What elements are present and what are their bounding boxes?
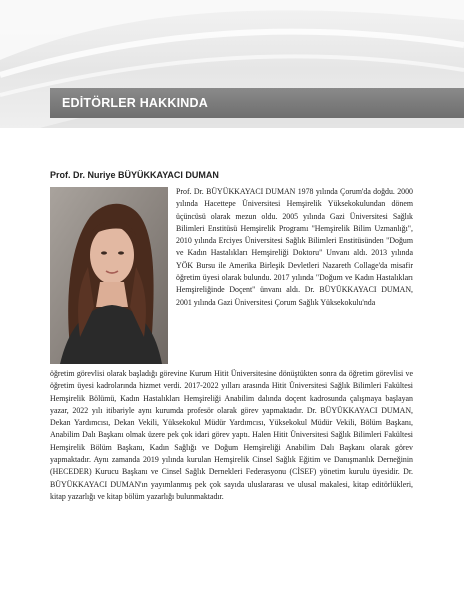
portrait-photo-icon: [50, 187, 168, 364]
bio-paragraph-top: [176, 186, 413, 309]
bio-text-bottom: öğretim görevlisi olarak başladığı görevine Kurum Hitit Üniversitesine dönüştükten sonra da öğretim görevlisi ve öğretim üyesi kadrolarında hizmet verdi. 2017-2022 yılları arasında Hitit Üniversitesi Sağlık Bilimleri Fakültesi Hemşirelik Bölümü, Kadın Hastalıkları Hemşireliği Anabilim dalında doçent kadrosunda çalışmaya başlayan yazar, 2022 yılı itibariyle aynı kurumda profesör olarak görev yapmaktadır. Dr. BÜYÜKKAYACI DUMAN, Dekan Yardımcısı, Dekan Vekili, Yüksekokul Müdür Yardımcısı, Yüksekokul Müdür Vekili, Bölüm Başkanı, Anabilim Dalı Başkanı olmak üzere pek çok idari görev yaptı. Halen Hitit Üniversitesi Sağlık Bilimleri Fakültesi Hemşirelik Bölüm Başkanı, Kadın Sağlığı ve Doğum Hemşireliği Anabilim Dalı Başkanı olarak görev yapmaktadır. Aynı zamanda 2019 yılında kurulan Hemşirelik Cinsel Sağlık Eğitim ve Danışmanlık Derneğinin (HECEDER) Kurucu Başkanı ve Cinsel Sağlık Dernekleri Federasyonu (CİSEF) yönetim kurulu üyesidir. Dr. BÜYÜKKAYACI DUMAN'ın yayımlanmış pek çok sayıda uluslararası ve ulusal makalesi, kitap editörlükleri, kitap yazarlığı ve kitap bölüm yazarlığı bulunmaktadır.: [50, 369, 413, 501]
bio-text-top: Prof. Dr. BÜYÜKKAYACI DUMAN 1978 yılında Çorum'da doğdu. 2000 yılında Hacettepe Üniversitesi Hemşirelik Yüksekokulundan dönem üçüncüsü olarak mezun oldu. 2005 yılında Gazi Üniversitesi Sağlık Bilimleri Enstitüsü Hemşirelik Programı "Hemşirelik Bilim Uzmanlığı", 2010 yılında Erciyes Üniversitesi Sağlık Bilimleri Enstitüsünden "Doğum ve Kadın Hastalıkları Hemşireliği Doktoru" Unvanı aldı. 2013 yılında YÖK Bursu ile Amerika Birleşik Devletleri Nazareth Collage'da misafir öğretim üyesi olarak bulundu. 2017 yılında "Doğum ve Kadın Hastalıkları Hemşireliğinde Doçent" ünvanı aldı. Dr. BÜYÜKKAYACI DUMAN, 2001 yılında Gazi Üniversitesi Çorum Sağlık Yüksekokulu'nda: [176, 187, 413, 307]
bio-paragraph-bottom: [50, 368, 413, 503]
editor-name: Prof. Dr. Nuriye BÜYÜKKAYACI DUMAN: [50, 170, 219, 180]
section-title-banner: [50, 88, 464, 118]
section-title: EDİTÖRLER HAKKINDA: [62, 96, 208, 110]
